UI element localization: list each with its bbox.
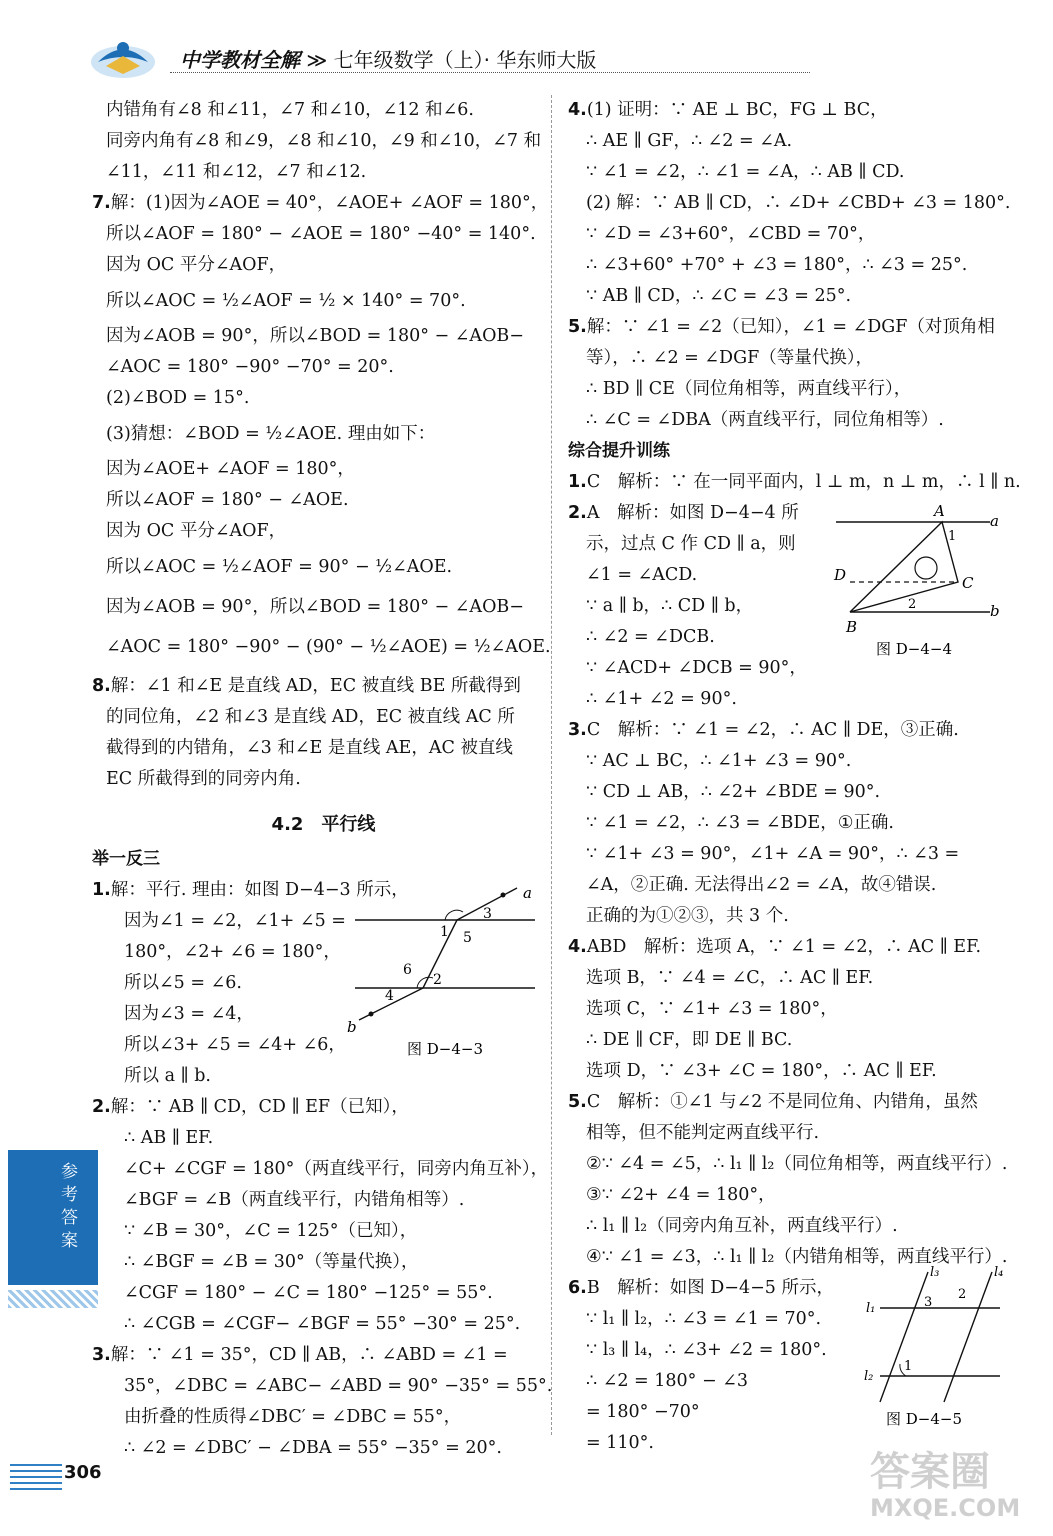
text-line: = 180° −70° — [586, 1402, 700, 1422]
subsection-heading: 举一反三 — [92, 849, 160, 869]
text-line: 所以∠5 = ∠6. — [124, 973, 242, 993]
text-line: ∵ l₃ ∥ l₄，∴ ∠3+ ∠2 = 180°. — [586, 1340, 827, 1360]
text-line: 选项 D，∵ ∠3+ ∠C = 180°，∴ AC ∥ EF. — [586, 1061, 937, 1081]
question-7 — [92, 188, 549, 219]
figure-d-4-3-drawing — [345, 880, 545, 1065]
fig-label: a — [990, 512, 999, 530]
exercise-5 — [568, 1087, 1018, 1118]
fig-label: C — [962, 574, 974, 592]
fig-label: l₁ — [866, 1301, 876, 1316]
fig-label: l₃ — [930, 1265, 940, 1280]
text-line: 解：∠1 和∠E 是直线 AD，EC 被直线 BE 所截得到 — [110, 676, 521, 696]
subsection-heading: 综合提升训练 — [568, 441, 670, 461]
text-line: ∵ ∠B = 30°，∠C = 125°（已知）， — [124, 1221, 418, 1241]
side-tab-stripes — [8, 1290, 98, 1308]
fig-label: 1 — [948, 529, 957, 544]
text-line: 因为 OC 平分∠AOF， — [106, 521, 287, 541]
text-line: 所以∠AOC = ½∠AOF = 90° − ½∠AOE. — [106, 557, 453, 577]
question-number: 2. — [92, 1097, 111, 1117]
text-line: ∴ AB ∥ EF. — [124, 1128, 214, 1148]
text-line: ③∵ ∠2+ ∠4 = 180°， — [586, 1185, 776, 1205]
page-header — [0, 0, 1053, 92]
text-line: ∴ ∠CGB = ∠CGF− ∠BGF = 55° −30° = 25°. — [124, 1314, 521, 1334]
question-number: 3. — [92, 1345, 111, 1365]
text-line: ∠CGF = 180° − ∠C = 180° −125° = 55°. — [124, 1283, 493, 1303]
text-line: 由折叠的性质得∠DBC′ = ∠DBC = 55°， — [124, 1407, 462, 1427]
text-line: 所以∠3+ ∠5 = ∠4+ ∠6， — [124, 1035, 346, 1055]
question-number: 7. — [92, 193, 111, 213]
text-line: (1) 证明：∵ AE ⊥ BC，FG ⊥ BC， — [586, 100, 888, 120]
section-title: 4.2 平行线 — [271, 814, 376, 835]
text-line: ∠11，∠11 和∠12，∠7 和∠12. — [106, 162, 367, 182]
text-line: EC 所截得到的同旁内角. — [106, 769, 301, 789]
figure-d-4-4-drawing — [830, 500, 1030, 660]
text-line: 所以∠AOC = ½∠AOF = ½ × 140° = 70°. — [106, 291, 466, 311]
fig-label: b — [990, 602, 1000, 620]
fig-label: 6 — [403, 962, 412, 978]
text-line: 正确的为①②③，共 3 个. — [586, 906, 789, 926]
question-number: 1. — [568, 472, 587, 492]
question-number: 5. — [568, 1092, 587, 1112]
text-line: 所以∠AOF = 180° − ∠AOE. — [106, 490, 349, 510]
text-line: 同旁内角有∠8 和∠9，∠8 和∠10，∠9 和∠10，∠7 和 — [106, 131, 542, 151]
fig-label: 1 — [904, 1359, 913, 1374]
text-line: ∠AOC = 180° −90° − (90° − ½∠AOE) = ½∠AOE. — [106, 637, 551, 657]
text-line: B 解析：如图 D−4−5 所示， — [586, 1278, 834, 1298]
header-book-name: 中学教材全解 — [180, 48, 300, 72]
header-separator: ≫ — [306, 48, 328, 72]
text-line: ∠AOC = 180° −90° −70° = 20°. — [106, 357, 394, 377]
text-line: C 解析：∵ 在一同平面内，l ⊥ m，n ⊥ m，∴ l ∥ n. — [586, 472, 1021, 492]
text-line: ∴ ∠3+60° +70° + ∠3 = 180°，∴ ∠3 = 25°. — [586, 255, 968, 275]
question-number: 1. — [92, 880, 111, 900]
figure-caption: 图 D−4−3 — [407, 1040, 484, 1058]
text-line: 所以∠AOF = 180° − ∠AOE = 180° −40° = 140°. — [106, 224, 536, 244]
text-line: ∵ AB ∥ CD，∴ ∠C = ∠3 = 25°. — [586, 286, 852, 306]
text-line: 解：∵ ∠1 = 35°，CD ∥ AB，∴ ∠ABD = ∠1 = — [110, 1345, 508, 1365]
watermark-line-2: MXQE.COM — [870, 1494, 1021, 1522]
text-line: (3)猜想：∠BOD = ½∠AOE. 理由如下： — [106, 424, 436, 444]
book-logo-icon — [88, 32, 158, 82]
fig-label: l₄ — [994, 1265, 1004, 1280]
text-line: ②∵ ∠4 = ∠5，∴ l₁ ∥ l₂（同位角相等，两直线平行）. — [586, 1154, 1008, 1174]
exercise-3 — [568, 715, 1018, 746]
text-line: ∴ ∠2 = ∠DBC′ − ∠DBA = 55° −35° = 20°. — [124, 1438, 502, 1458]
figure-d-4-3 — [345, 880, 545, 1065]
text-line: 等），∴ ∠2 = ∠DGF（等量代换）， — [586, 348, 873, 368]
question-number: 2. — [568, 503, 587, 523]
figure-caption: 图 D−4−4 — [876, 640, 953, 658]
text-line: ∵ ∠1 = ∠2，∴ ∠1 = ∠A，∴ AB ∥ CD. — [586, 162, 905, 182]
fig-label: 5 — [463, 930, 472, 946]
fig-label: D — [834, 566, 847, 584]
exercise-4 — [568, 932, 1018, 963]
fig-label: A — [934, 502, 945, 520]
question-number: 4. — [568, 937, 587, 957]
watermark — [870, 1450, 1045, 1530]
problem-2 — [92, 1092, 541, 1123]
text-line: 因为∠AOB = 90°，所以∠BOD = 180° − ∠AOB− — [106, 326, 524, 346]
figure-caption: 图 D−4−5 — [886, 1410, 963, 1428]
text-line: ∵ ∠D = ∠3+60°，∠CBD = 70°， — [586, 224, 876, 244]
text-line: ∴ DE ∥ CF，即 DE ∥ BC. — [586, 1030, 793, 1050]
question-number: 5. — [568, 317, 587, 337]
text-line: ∠C+ ∠CGF = 180°（两直线平行，同旁内角互补）， — [124, 1159, 549, 1179]
header-title — [180, 44, 596, 73]
text-line: 因为∠3 = ∠4， — [124, 1004, 254, 1024]
left-column — [92, 95, 553, 1464]
text-line: ∵ AC ⊥ BC，∴ ∠1+ ∠3 = 90°. — [586, 751, 852, 771]
text-line: (2) 解：∵ AB ∥ CD，∴ ∠D+ ∠CBD+ ∠3 = 180°. — [586, 193, 1011, 213]
text-line: ∵ ∠1+ ∠3 = 90°，∠1+ ∠A = 90°，∴ ∠3 = — [586, 844, 960, 864]
question-number: 6. — [568, 1278, 587, 1298]
question-5 — [568, 312, 1018, 343]
header-subtitle: 七年级数学（上）· 华东师大版 — [333, 48, 597, 72]
text-line: 的同位角，∠2 和∠3 是直线 AD，EC 被直线 AC 所 — [106, 707, 515, 727]
text-line: A 解析：如图 D−4−4 所 — [586, 503, 799, 523]
text-line: ∴ ∠2 = ∠DCB. — [586, 627, 715, 647]
text-line: ∵ CD ⊥ AB，∴ ∠2+ ∠BDE = 90°. — [586, 782, 881, 802]
side-tab-label: 参考答案 — [57, 1162, 77, 1254]
text-line: 解：平行. 理由：如图 D−4−3 所示， — [110, 880, 409, 900]
fig-label: 3 — [483, 906, 492, 922]
text-line: 35°，∠DBC = ∠ABC− ∠ABD = 90° −35° = 55°. — [124, 1376, 553, 1396]
text-line: ∴ ∠BGF = ∠B = 30°（等量代换）， — [124, 1252, 419, 1272]
fig-label: B — [846, 618, 858, 636]
text-line: = 110°. — [586, 1433, 654, 1453]
fig-label: 1 — [440, 924, 449, 940]
text-line: 180°，∠2+ ∠6 = 180°， — [124, 942, 341, 962]
text-line: ∠A，②正确. 无法得出∠2 = ∠A，故④错误. — [586, 875, 937, 895]
text-line: ∵ l₁ ∥ l₂，∴ ∠3 = ∠1 = 70°. — [586, 1309, 822, 1329]
text-line: 截得到的内错角，∠3 和∠E 是直线 AE，AC 被直线 — [106, 738, 513, 758]
text-line: 解：∵ ∠1 = ∠2（已知），∠1 = ∠DGF（对顶角相 — [586, 317, 995, 337]
text-line: 相等，但不能判定两直线平行. — [586, 1123, 820, 1143]
problem-3 — [92, 1340, 541, 1371]
text-line: ∠1 = ∠ACD. — [586, 565, 698, 585]
fig-label: 2 — [908, 597, 917, 612]
text-line: 解：(1)因为∠AOE = 40°，∠AOE+ ∠AOF = 180°， — [110, 193, 549, 213]
figure-d-4-4 — [830, 500, 1030, 660]
text-line: (2)∠BOD = 15°. — [106, 388, 250, 408]
fig-label: 4 — [385, 988, 394, 1004]
fig-label: l₂ — [864, 1369, 874, 1384]
page-number-decoration — [10, 1464, 62, 1494]
right-column — [568, 95, 1021, 1459]
fig-label: b — [347, 1018, 357, 1036]
exercise-1 — [568, 467, 1021, 498]
text-line: 示，过点 C 作 CD ∥ a，则 — [586, 534, 796, 554]
text-line: 因为 OC 平分∠AOF， — [106, 255, 287, 275]
text-line: C 解析：∵ ∠1 = ∠2，∴ AC ∥ DE，③正确. — [586, 720, 959, 740]
watermark-line-1: 答案圈 — [870, 1449, 990, 1495]
text-line: 因为∠AOB = 90°，所以∠BOD = 180° − ∠AOB− — [106, 597, 524, 617]
text-line: 内错角有∠8 和∠11，∠7 和∠10，∠12 和∠6. — [106, 100, 474, 120]
text-line: ∴ ∠1+ ∠2 = 90°. — [586, 689, 737, 709]
text-line: 因为∠AOE+ ∠AOF = 180°， — [106, 459, 355, 479]
question-8 — [92, 671, 541, 702]
text-line: ∠BGF = ∠B（两直线平行，内错角相等）. — [124, 1190, 465, 1210]
text-line: ④∵ ∠1 = ∠3，∴ l₁ ∥ l₂（内错角相等，两直线平行）. — [586, 1247, 1008, 1267]
figure-d-4-5-drawing — [860, 1262, 1040, 1432]
text-line: ∴ ∠2 = 180° − ∠3 — [586, 1371, 749, 1391]
fig-label: 2 — [958, 1287, 967, 1302]
fig-label: a — [523, 884, 532, 902]
page-number: 306 — [64, 1462, 102, 1483]
question-number: 8. — [92, 676, 111, 696]
text-line: 解：∵ AB ∥ CD，CD ∥ EF（已知）， — [110, 1097, 409, 1117]
text-line: ∵ ∠1 = ∠2，∴ ∠3 = ∠BDE，①正确. — [586, 813, 894, 833]
text-line: 选项 C，∵ ∠1+ ∠3 = 180°， — [586, 999, 838, 1019]
text-line: 因为∠1 = ∠2，∠1+ ∠5 = — [124, 911, 346, 931]
fig-label: 2 — [433, 972, 442, 988]
text-line: 所以 a ∥ b. — [124, 1066, 211, 1086]
question-number: 3. — [568, 720, 587, 740]
question-4 — [568, 95, 1018, 126]
text-line: ∴ ∠C = ∠DBA（两直线平行，同位角相等）. — [586, 410, 944, 430]
text-line: ABD 解析：选项 A，∵ ∠1 = ∠2，∴ AC ∥ EF. — [586, 937, 982, 957]
header-rule — [170, 72, 810, 73]
text-line: ∴ l₁ ∥ l₂（同旁内角互补，两直线平行）. — [586, 1216, 898, 1236]
text-line: C 解析：①∠1 与∠2 不是同位角、内错角，虽然 — [586, 1092, 978, 1112]
figure-d-4-5 — [860, 1262, 1040, 1432]
question-number: 4. — [568, 100, 587, 120]
fig-label: 3 — [924, 1295, 933, 1310]
text-line: ∴ AE ∥ GF，∴ ∠2 = ∠A. — [586, 131, 793, 151]
text-line: ∴ BD ∥ CE（同位角相等，两直线平行）， — [586, 379, 912, 399]
text-line: ∵ a ∥ b，∴ CD ∥ b， — [586, 596, 754, 616]
column-divider — [551, 95, 552, 1435]
text-line: ∵ ∠ACD+ ∠DCB = 90°， — [586, 658, 807, 678]
text-line: 选项 B，∵ ∠4 = ∠C，∴ AC ∥ EF. — [586, 968, 874, 988]
